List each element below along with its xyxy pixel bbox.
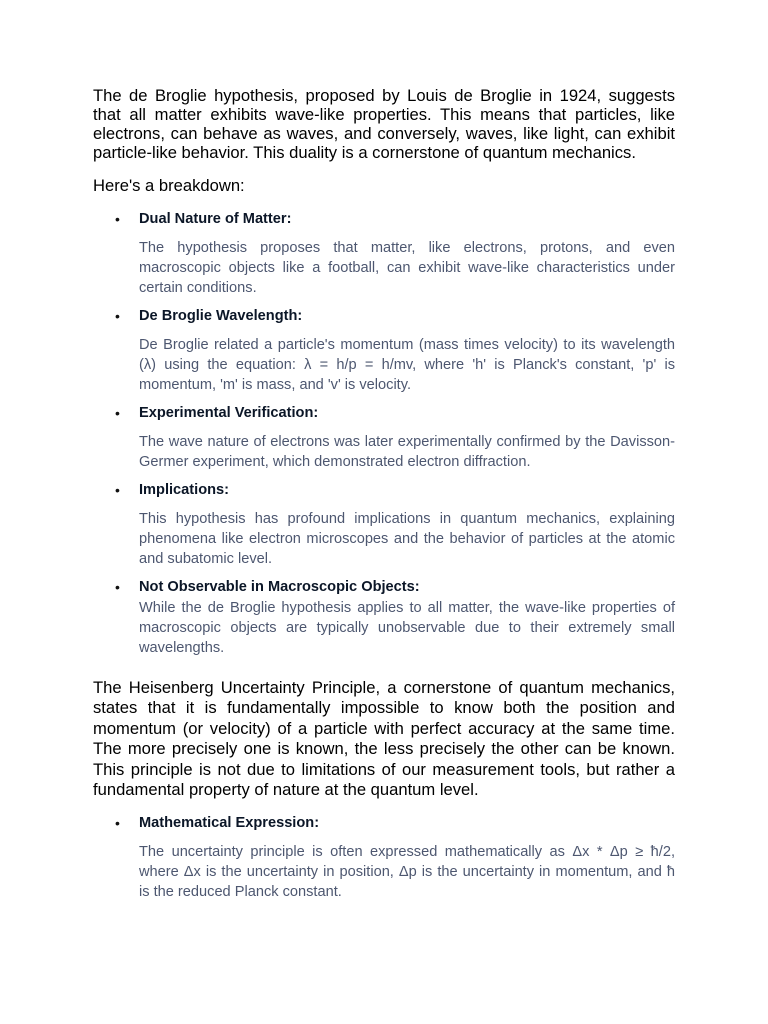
document-page <box>93 86 675 902</box>
list-item <box>93 481 675 569</box>
item-title: Not Observable in Macroscopic Objects: <box>139 579 420 595</box>
breakdown-lead: Here's a breakdown: <box>93 176 245 195</box>
item-body: This hypothesis has profound implications in quantum mechanics, explaining phenomena like electron microscopes and the behavior of particles at the atomic and subatomic level. <box>139 511 675 567</box>
item-title: Implications: <box>139 482 230 498</box>
debroglie-list <box>93 210 675 658</box>
heisenberg-list <box>93 814 675 902</box>
item-title: Mathematical Expression: <box>139 815 320 832</box>
list-item <box>93 578 675 658</box>
item-body: The hypothesis proposes that matter, like electrons, protons, and even macroscopic objects like a football, can exhibit wave-like characteristics under certain conditions. <box>139 240 675 296</box>
item-title: De Broglie Wavelength: <box>139 308 303 324</box>
item-body: De Broglie related a particle's momentum (mass times velocity) to its wavelength (λ) using the equation: λ = h/p = h/mv, where 'h' is Planck's constant, 'p' is momentum, 'm' is mass, and 'v' is velocity. <box>139 337 675 393</box>
bullet-icon: • <box>115 308 120 324</box>
bullet-icon: • <box>115 405 120 421</box>
list-item <box>93 404 675 472</box>
bullet-icon: • <box>115 815 120 832</box>
item-title: Experimental Verification: <box>139 405 319 421</box>
item-body: The uncertainty principle is often expressed mathematically as Δx * Δp ≥ ħ/2, where Δx is the uncertainty in position, Δp is the uncertainty in momentum, and ħ is the reduced Planck constant. <box>139 844 675 901</box>
bullet-icon: • <box>115 579 120 595</box>
bullet-icon: • <box>115 211 120 227</box>
item-body: While the de Broglie hypothesis applies to all matter, the wave-like properties of macroscopic objects are typically unobservable due to their extremely small wavelengths. <box>139 600 675 656</box>
list-item <box>93 307 675 395</box>
item-body: The wave nature of electrons was later experimentally confirmed by the Davisson-Germer experiment, which demonstrated electron diffraction. <box>139 434 675 470</box>
list-item <box>93 210 675 298</box>
bullet-icon: • <box>115 482 120 498</box>
heisenberg-paragraph: The Heisenberg Uncertainty Principle, a cornerstone of quantum mechanics, states that it is fundamentally impossible to know both the position and momentum (or velocity) of a particle with perfect accuracy at the same time. The more precisely one is known, the less precisely the other can be known. This principle is not due to limitations of our measurement tools, but rather a fundamental property of nature at the quantum level. <box>93 678 675 800</box>
item-title: Dual Nature of Matter: <box>139 211 292 227</box>
list-item <box>93 814 675 902</box>
intro-paragraph: The de Broglie hypothesis, proposed by Louis de Broglie in 1924, suggests that all matter exhibits wave-like properties. This means that particles, like electrons, can behave as waves, and conversely, waves, like light, can exhibit particle-like behavior. This duality is a cornerstone of quantum mechanics. <box>93 86 675 162</box>
